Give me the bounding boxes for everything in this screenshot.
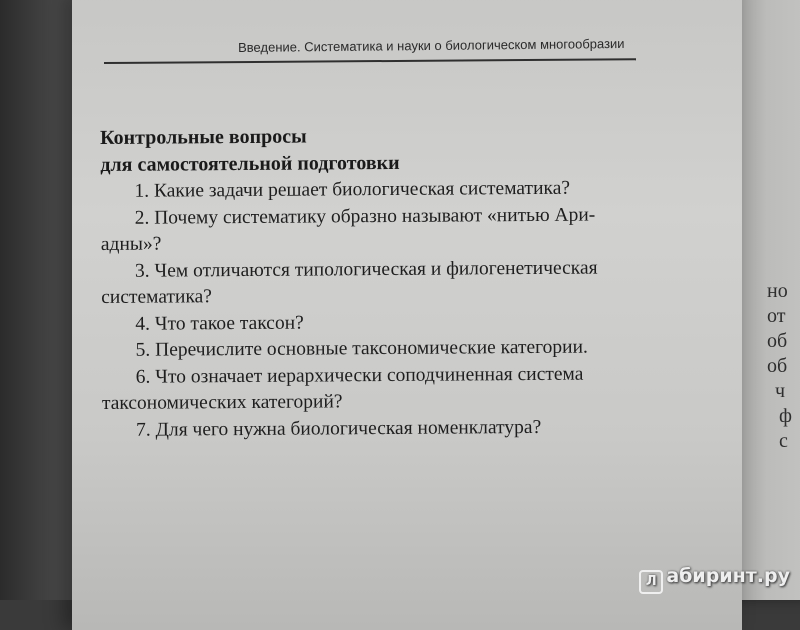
adjacent-page-fragment: ф [779, 405, 792, 427]
question-5: 5. Перечислите основные таксономические категории. [135, 336, 588, 361]
labirint-watermark [639, 565, 790, 594]
question-1: 1. Какие задачи решает биологическая систематика? [134, 177, 571, 202]
heading-line-1: Контрольные вопросы [100, 125, 307, 149]
question-2: 2. Почему систематику образно называют «нитью Ари- [134, 204, 596, 229]
heading-line-2: для самостоятельной подготовки [100, 151, 400, 176]
question-4: 4. Что такое таксон? [135, 312, 304, 335]
adjacent-page-fragment: об [767, 355, 788, 377]
running-head: Введение. Систематика и науки о биологическом многообразии [238, 35, 625, 55]
adjacent-page-fragment: но [767, 280, 788, 302]
adjacent-page-fragment: ч [775, 380, 786, 402]
adjacent-page [735, 0, 800, 600]
labirint-logo-icon: Л [639, 570, 663, 594]
question-6-continuation: таксономических категорий? [101, 391, 343, 414]
adjacent-page-fragment: с [779, 430, 788, 452]
question-7: 7. Для чего нужна биологическая номенклатура? [136, 416, 542, 441]
adjacent-page-fragment: от [767, 305, 786, 327]
question-2-continuation: адны»? [100, 233, 162, 255]
section-heading [100, 121, 675, 179]
question-3: 3. Чем отличаются типологическая и филогенетическая [134, 257, 598, 282]
question-3-continuation: систематика? [101, 286, 213, 308]
adjacent-page-fragment: об [767, 330, 788, 352]
watermark-text: абиринт.ру [666, 565, 790, 587]
questions-section [100, 121, 677, 444]
question-6: 6. Что означает иерархически соподчиненная система [135, 363, 584, 388]
